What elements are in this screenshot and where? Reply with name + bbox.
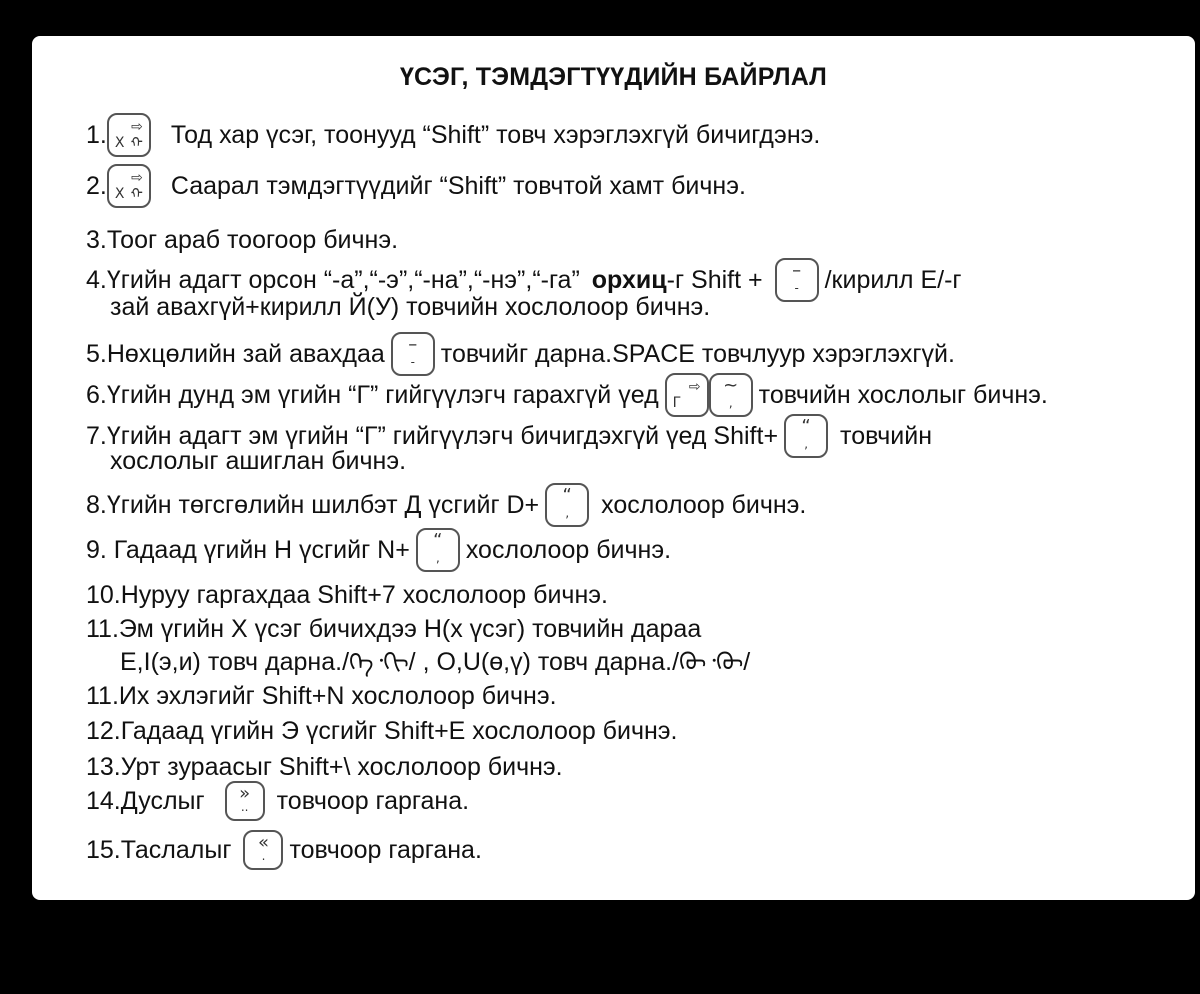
mongolian-script-text: ᠬᠥ᠂ᠬᠦ [679, 648, 744, 676]
item-number: 1. [86, 121, 107, 149]
x-key-icon: X ⇨ ᠬ [107, 113, 151, 157]
list-item-15: 15.Таслалыг « . товчоор гаргана. [86, 830, 482, 870]
list-item-8: 8.Үгийн төгсгөлийн шилбэт Д үсгийг D+ “ ‚ хослолоор бичнэ. [86, 483, 806, 527]
list-item-7-line-2: хослолыг ашиглан бичнэ. [110, 447, 407, 475]
instruction-card [32, 36, 1195, 900]
list-item-5: 5.Нөхцөлийн зай авахдаа – - товчийг дарна.SPACE товчлуур хэрэглэхгүй. [86, 332, 955, 376]
page-title: ҮСЭГ, ТЭМДЭГТҮҮДИЙН БАЙРЛАЛ [399, 63, 828, 91]
quote-key-icon: “ ‚ [784, 414, 828, 458]
list-item-4-line-2: зай авахгүй+кирилл Й(У) товчийн хослолоор бичнэ. [110, 293, 711, 321]
quote-key-icon: “ ‚ [416, 528, 460, 572]
laquo-key-icon: « . [243, 830, 283, 870]
tilde-key-icon: ~ ‚ [709, 373, 753, 417]
list-item-3 [86, 225, 398, 255]
list-item-13: 13.Урт зураасыг Shift+\ хослолоор бичнэ. [86, 753, 563, 781]
quote-key-icon: “ ‚ [545, 483, 589, 527]
list-item-10: 10.Нуруу гаргахдаа Shift+7 хослолоор бичнэ. [86, 581, 608, 609]
list-item-11: 11.Эм үгийн Х үсэг бичихдээ Н(х үсэг) товчийн дараа [86, 615, 702, 643]
item-number: 2. [86, 172, 107, 200]
list-item-1 [86, 113, 820, 157]
minus-key-icon: – - [391, 332, 435, 376]
item-text: Тод хар үсэг, тоонууд “Shift” товч хэрэглэхгүй бичигдэнэ. [170, 121, 821, 149]
item-text: 3.Тоог араб тоогоор бичнэ. [86, 226, 399, 254]
list-item-9: 9. Гадаад үгийн Н үсгийг N+ “ ‚ хослолоор бичнэ. [86, 528, 671, 572]
list-item-12: 12.Гадаад үгийн Э үсгийг Shift+E хослолоор бичнэ. [86, 717, 678, 745]
x-key-icon: X ⇨ ᠬ [107, 164, 151, 208]
item-text: Саарал тэмдэгтүүдийг “Shift” товчтой хамт бичнэ. [170, 172, 746, 200]
g-key-icon: Г ⇨ [665, 373, 709, 417]
raquo-key-icon: » .. [225, 781, 265, 821]
list-item-4: 4.Үгийн адагт орсон “-а”,“-э”,“-на”,“-нэ”,“-га” орхиц -г Shift + – - /кирилл Е/-г [86, 258, 962, 302]
mongolian-script-text: ᠬᠡ᠂ᠬᠢ [349, 648, 409, 676]
list-item-7: 7.Үгийн адагт эм үгийн “Г” гийгүүлэгч бичигдэхгүй үед Shift+ “ ‚ товчийн [86, 414, 932, 458]
list-item-11-line-2: E,I(э,и) товч дарна./ ᠬᠡ᠂ᠬᠢ / , O,U(ө,ү) товч дарна./ ᠬᠥ᠂ᠬᠦ / [120, 648, 751, 676]
list-item-11b: 11.Их эхлэгийг Shift+N хослолоор бичнэ. [86, 682, 557, 710]
list-item-6: 6.Үгийн дунд эм үгийн “Г” гийгүүлэгч гарахгүй үед Г ⇨ ~ ‚ товчийн хослолыг бичнэ. [86, 373, 1048, 417]
minus-key-icon: – - [775, 258, 819, 302]
list-item-2 [86, 164, 746, 208]
list-item-14: 14.Дуслыг » .. товчоор гаргана. [86, 781, 469, 821]
